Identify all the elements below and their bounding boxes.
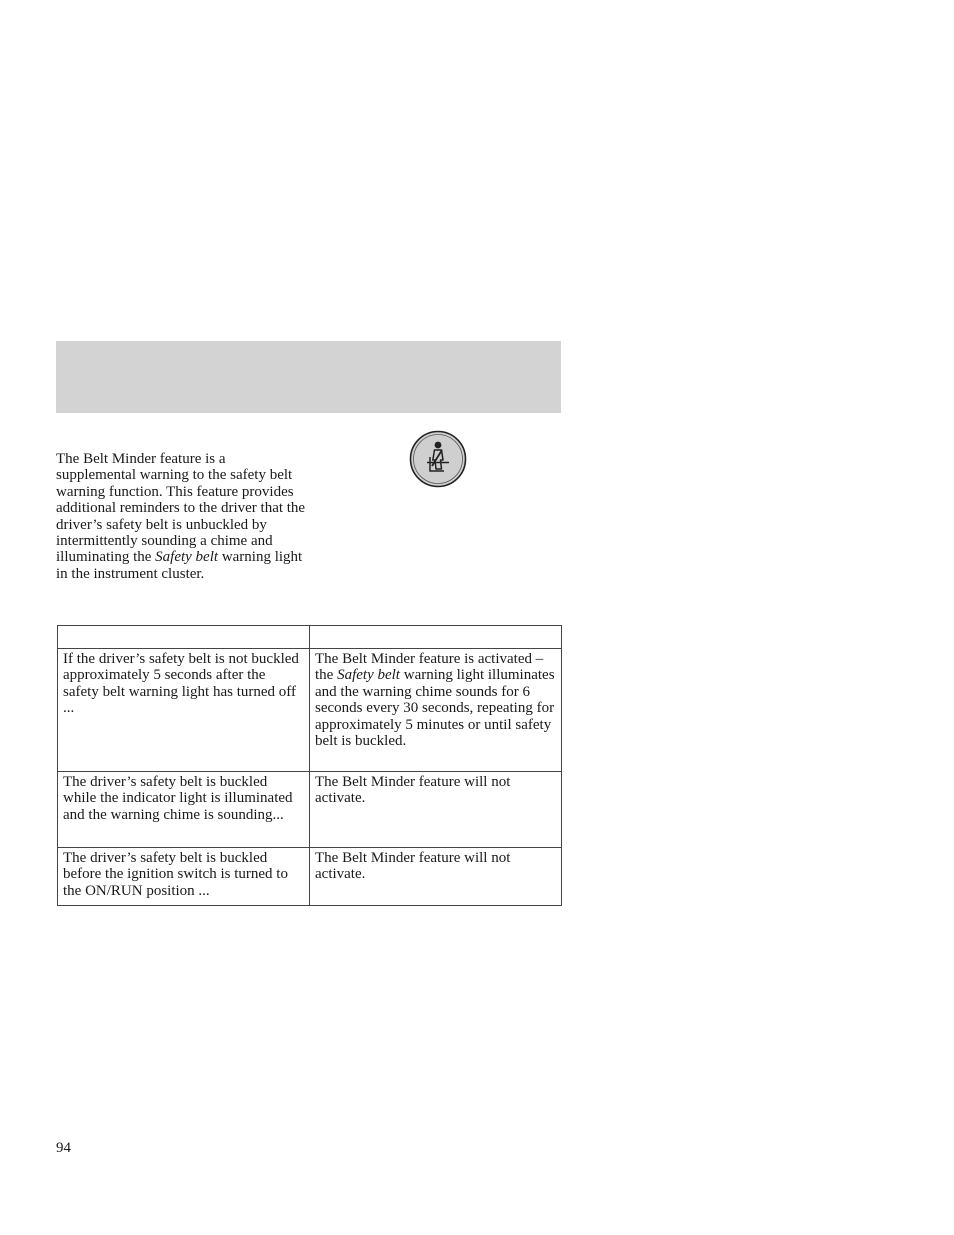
intro-paragraph <box>56 451 306 582</box>
belt-minder-table <box>57 625 562 906</box>
intro-text-end: warning light in the instrument cluster. <box>56 549 303 582</box>
table-header-cell <box>310 626 562 649</box>
table-row <box>58 772 562 848</box>
result-text-emphasis: Safety belt <box>337 667 400 684</box>
intro-text-start: The Belt Minder feature is a supplemental warning to the safety belt warning function. This feature provides additional reminders to the driver that the driver’s safety belt is unbuckled by intermittently sounding a chime and illuminating the <box>56 451 306 566</box>
result-cell: The Belt Minder feature will not activate. <box>310 772 562 848</box>
result-cell: The Belt Minder feature will not activate. <box>310 848 562 906</box>
table-header-row <box>58 626 562 649</box>
table-row <box>58 848 562 906</box>
table-row <box>58 649 562 772</box>
result-text-end: warning light illuminates and the warning chime sounds for 6 seconds every 30 seconds, repeating for approximately 5 minutes or until safety belt is buckled. <box>315 667 555 750</box>
condition-cell: The driver’s safety belt is buckled before the ignition switch is turned to the ON/RUN position ... <box>58 848 310 906</box>
result-cell <box>310 649 562 772</box>
result-text-start: The Belt Minder feature is activated – the <box>315 651 544 684</box>
table-header-cell <box>58 626 310 649</box>
section-header-band <box>56 341 561 413</box>
condition-cell: The driver’s safety belt is buckled while the indicator light is illuminated and the warning chime is sounding... <box>58 772 310 848</box>
intro-text-emphasis: Safety belt <box>155 549 219 566</box>
page-number: 94 <box>56 1140 71 1156</box>
seatbelt-warning-icon <box>408 429 468 489</box>
condition-cell: If the driver’s safety belt is not buckled approximately 5 seconds after the safety belt warning light has turned off ... <box>58 649 310 772</box>
